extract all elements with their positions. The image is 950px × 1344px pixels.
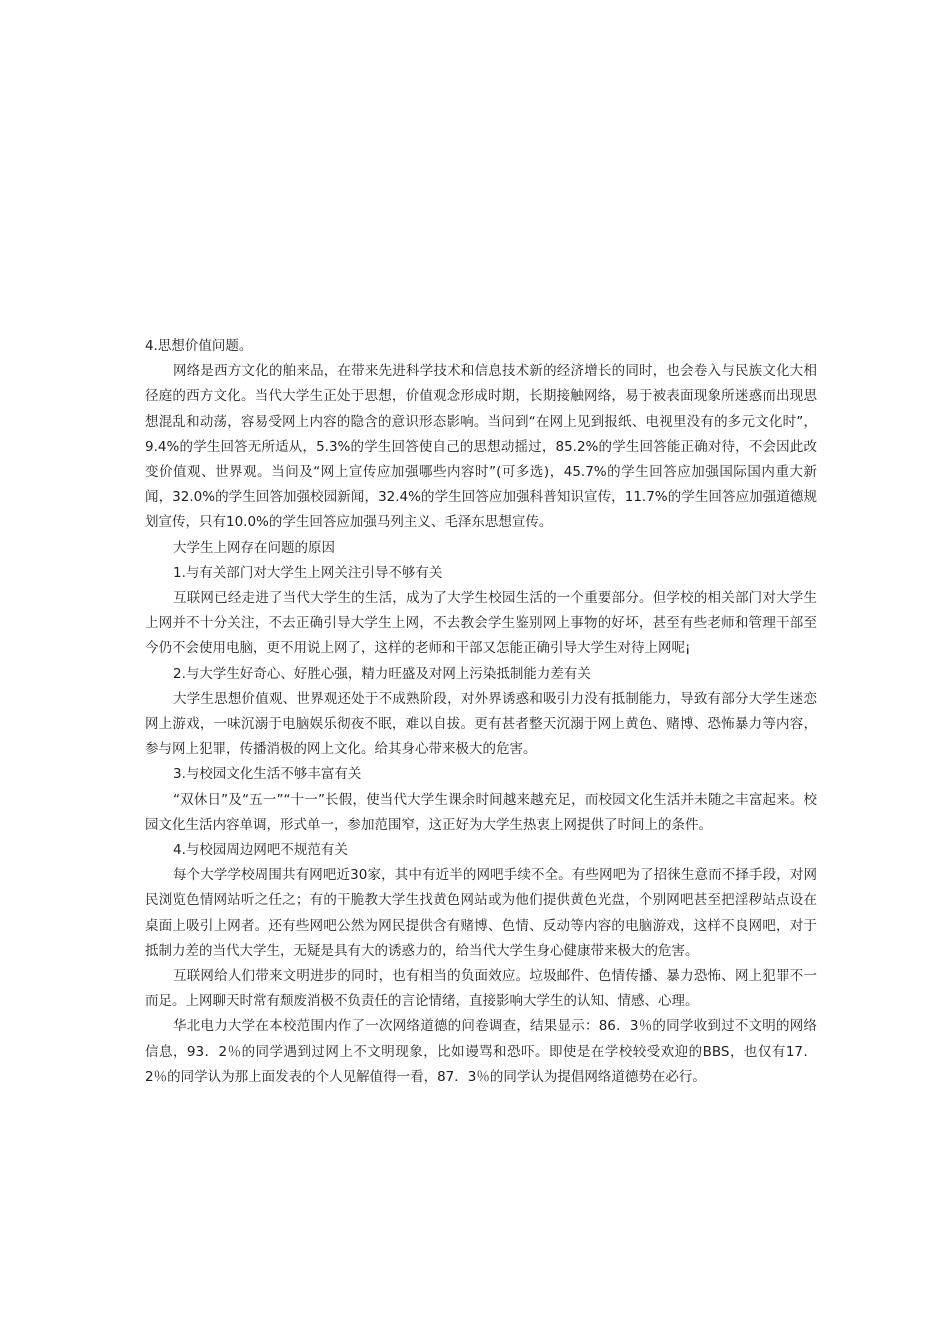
body-paragraph: 网络是西方文化的舶来品，在带来先进科学技术和信息技术新的经济增长的同时，也会卷入与民族文化大相径庭的西方文化。当代大学生正处于思想，价值观念形成时期，长期接触网络，易于被表面现象所迷惑而出现思想混乱和动荡，容易受网上内容的隐含的意识形态影响。当问到“在网上见到报纸、电视里没有的多元文化时”，9.4%的学生回答无所适从，5.3%的学生回答使自己的思想动摇过，85.2%的学生回答能正确对待，不会因此改变价值观、世界观。当问及“网上宣传应加强哪些内容时”(可多选)，45.7%的学生回答应加强国际国内重大新闻，32.0%的学生回答加强校园新闻，32.4%的学生回答应加强科普知识宣传，11.7%的学生回答应加强道德规划宣传，只有10.0%的学生回答应加强马列主义、毛泽东思想宣传。 xyxy=(145,363,817,531)
document-body xyxy=(145,334,817,1090)
section-heading: 4.思想价值问题。 xyxy=(145,338,253,354)
body-paragraph: 互联网已经走进了当代大学生的生活，成为了大学生校园生活的一个重要部分。但学校的相关部门对大学生上网并不十分关注，不去正确引导大学生上网，不去教会学生鉴别网上事物的好坏，甚至有些老师和管理干部至今仍不会使用电脑，更不用说上网了，这样的老师和干部又怎能正确引导大学生对待上网呢¡ xyxy=(145,590,817,657)
body-paragraph: 每个大学学校周围共有网吧近30家，其中有近半的网吧手续不全。有些网吧为了招徕生意而不择手段，对网民浏览色情网站听之任之；有的干脆教大学生找黄色网站或为他们提供黄色光盘，个别网吧甚至把淫秽站点设在桌面上吸引上网者。还有些网吧公然为网民提供含有赌博、色情、反动等内容的电脑游戏，这样不良网吧，对于抵制力差的当代大学生，无疑是具有大的诱惑力的，给当代大学生身心健康带来极大的危害。 xyxy=(145,867,817,959)
reason-heading: 4.与校园周边网吧不规范有关 xyxy=(173,842,348,859)
body-paragraph: “双休日”及“五一”“十一”长假，使当代大学生课余时间越来越充足，而校园文化生活并未随之丰富起来。校园文化生活内容单调，形式单一，参加范围窄，这正好为大学生热衷上网提供了时间上的条件。 xyxy=(145,791,817,833)
subsection-heading: 大学生上网存在问题的原因 xyxy=(173,539,335,556)
body-paragraph: 华北电力大学在本校范围内作了一次网络道德的问卷调查，结果显示：86．3％的同学收到过不文明的网络信息，93．2％的同学遇到过网上不文明现象，比如谩骂和恐吓。即使是在学校较受欢迎的BBS，也仅有17．2％的同学认为那上面发表的个人见解值得一看，87．3％的同学认为提倡网络道德势在必行。 xyxy=(145,1018,817,1085)
body-paragraph: 互联网给人们带来文明进步的同时，也有相当的负面效应。垃圾邮件、色情传播、暴力恐怖、网上犯罪不一而足。上网聊天时常有颓废消极不负责任的言论情绪，直接影响大学生的认知、情感、心理。 xyxy=(145,968,817,1010)
reason-heading: 2.与大学生好奇心、好胜心强，精力旺盛及对网上污染抵制能力差有关 xyxy=(173,665,591,682)
reason-heading: 3.与校园文化生活不够丰富有关 xyxy=(173,766,362,783)
body-paragraph: 大学生思想价值观、世界观还处于不成熟阶段，对外界诱惑和吸引力没有抵制能力，导致有部分大学生迷恋网上游戏，一味沉溺于电脑娱乐彻夜不眠，难以自拔。更有甚者整天沉溺于网上黄色、赌博、恐怖暴力等内容，参与网上犯罪，传播消极的网上文化。给其身心带来极大的危害。 xyxy=(145,690,817,758)
reason-heading: 1.与有关部门对大学生上网关注引导不够有关 xyxy=(173,564,443,581)
